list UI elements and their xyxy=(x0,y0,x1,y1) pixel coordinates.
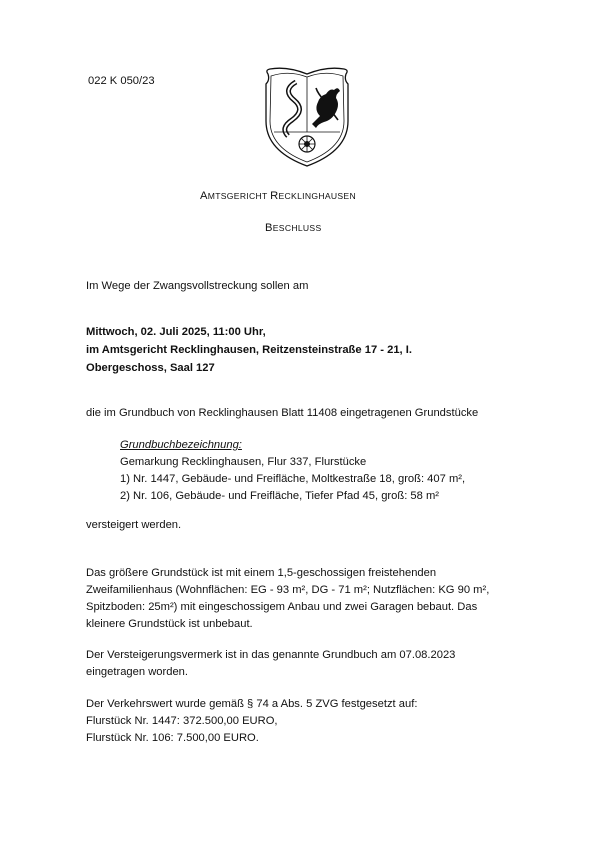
parcel-1: 1) Nr. 1447, Gebäude- und Freifläche, Moltkestraße 18, groß: 407 m², xyxy=(120,473,466,485)
parcels-heading: Grundbuchbezeichnung: xyxy=(120,439,242,451)
nrw-coat-of-arms-icon xyxy=(262,66,352,168)
description-line: Das größere Grundstück ist mit einem 1,5-geschossigen freistehenden xyxy=(86,567,437,579)
parcels-district: Gemarkung Recklinghausen, Flur 337, Flurstücke xyxy=(120,456,367,468)
valuation-heading: Der Verkehrswert wurde gemäß § 74 a Abs. 5 ZVG festgesetzt auf: xyxy=(86,698,418,710)
parcel-2: 2) Nr. 106, Gebäude- und Freifläche, Tiefer Pfad 45, groß: 58 m² xyxy=(120,490,440,502)
description-line: Zweifamilienhaus (Wohnflächen: EG - 93 m², DG - 71 m²; Nutzflächen: KG 90 m², xyxy=(86,584,490,596)
appointment-date: Mittwoch, 02. Juli 2025, 11:00 Uhr, xyxy=(86,326,266,338)
appointment-room: Obergeschoss, Saal 127 xyxy=(86,362,215,374)
case-number: 022 K 050/23 xyxy=(88,75,155,87)
auction-line: versteigert werden. xyxy=(86,519,182,531)
court-title: AMTSGERICHT RECKLINGHAUSEN xyxy=(200,190,356,202)
valuation-parcel-106: Flurstück Nr. 106: 7.500,00 EURO. xyxy=(86,732,259,744)
registration-line: Der Versteigerungsvermerk ist in das genannte Grundbuch am 07.08.2023 xyxy=(86,649,456,661)
document-type: BESCHLUSS xyxy=(265,222,322,234)
description-line: Spitzboden: 25m²) mit eingeschossigem Anbau und zwei Garagen bebaut. Das xyxy=(86,601,478,613)
appointment-location: im Amtsgericht Recklinghausen, Reitzensteinstraße 17 - 21, I. xyxy=(86,344,412,356)
register-line: die im Grundbuch von Recklinghausen Blatt 11408 eingetragenen Grundstücke xyxy=(86,407,479,419)
description-line: kleinere Grundstück ist unbebaut. xyxy=(86,618,253,630)
registration-line: eingetragen worden. xyxy=(86,666,189,678)
valuation-parcel-1447: Flurstück Nr. 1447: 372.500,00 EURO, xyxy=(86,715,278,727)
intro-text: Im Wege der Zwangsvollstreckung sollen am xyxy=(86,280,309,292)
